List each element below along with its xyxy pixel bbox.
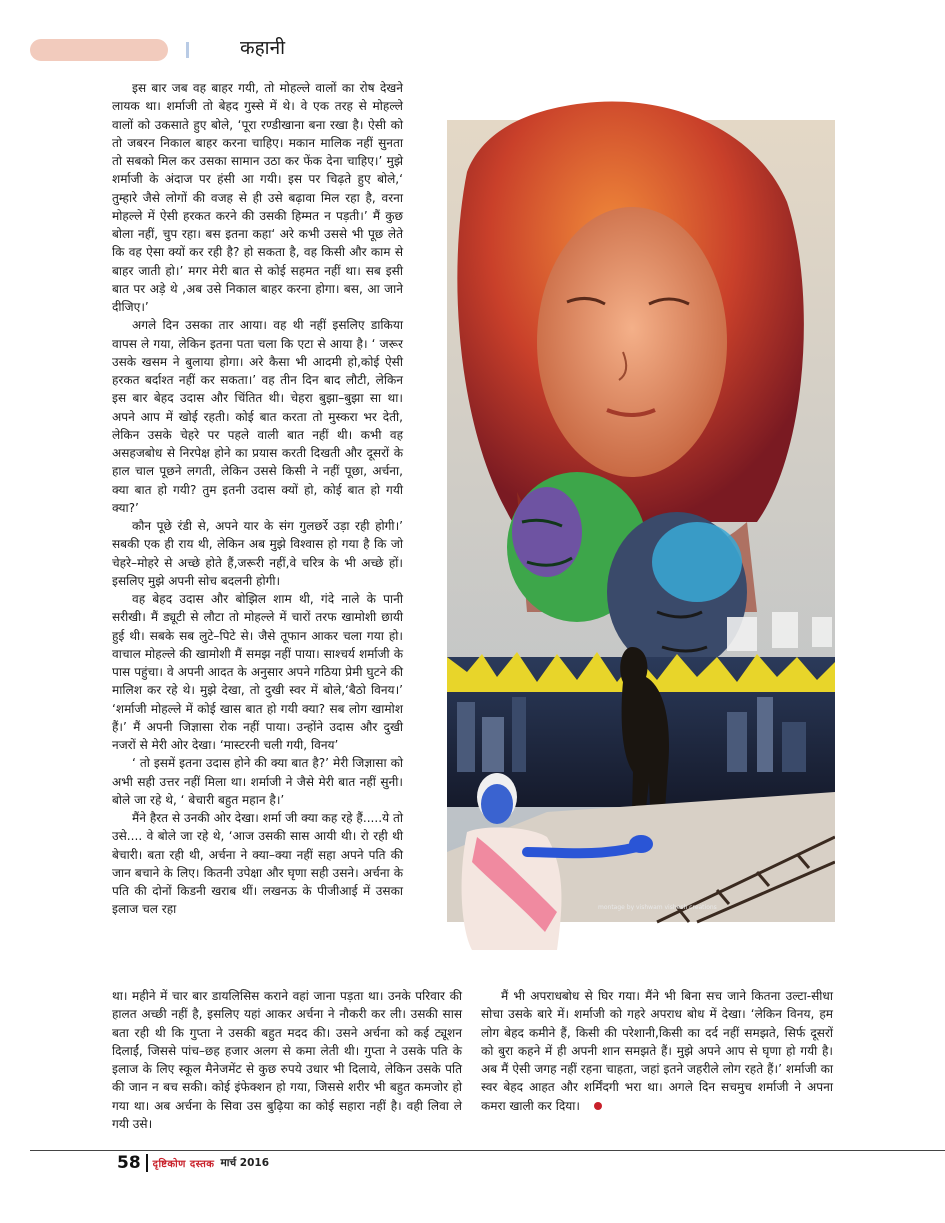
footer-rule — [30, 1150, 945, 1151]
paragraph: अगले दिन उसका तार आया। वह थी नहीं इसलिए डाकिया वापस ले गया, लेकिन इतना पता चला कि एटा से आया है। ‘ जरूर उसके खसम ने बुलाया होगा। अरे कैसा भी आदमी हो,कोई ऐसी हरकत बर्दाश्त नहीं कर सकता।’ वह तीन दिन बाद लौटी, लेकिन इस बार बेहद उदास और चिंतित थी। चेहरा बुझा–बुझा सा था। अपने आप में खोई रहती। कोई बात करता तो मुस्करा भर देती, लेकिन उसके चेहरे पर पहले वाली बात नहीं थी। कभी वह असहजबोध से निरपेक्ष होने का प्रयास करती दिखती और दूसरों के हाल चाल पूछने लगती, लेकिन उससे किसी ने नहीं पूछा, अर्चना, क्या बात हो गयी? तुम इतनी उदास क्यों हो, कोई बात हो गयी क्या?’ — [112, 318, 403, 515]
paragraph: इस बार जब वह बाहर गयी, तो मोहल्ले वालों का रोष देखने लायक था। शर्माजी तो बेहद गुस्से में थे। वे एक तरह से मोहल्ले वालों को उकसाते हुए बोले, ‘पूरा रण्डीखाना बना रखा है। ऐसी को तो जबरन निकाल बाहर करना चाहिए। मकान मालिक नहीं सुनता तो सबको मिल कर उसका सामान उठा कर फेंक देना चाहिए।’ मुझे शर्माजी के अंदाज पर हंसी आ गयी। इस पर चिढ़ते हुए बोले,‘ तुम्हारे जैसे लोगों की वजह से ही उसे बढ़ावा मिल रहा है, वरना मोहल्ले में ऐसी हरकत करने की उसकी हिम्मत न पड़ती।’ मैं कुछ बोला नहीं, चुप रहा। बस इतना कहा‘ अरे कभी उससे भी पूछ लेते कि वह ऐसा क्यों कर रही है? हो सकता है, वह किसी और काम से बाहर जाती हो।’ मगर मेरी बात से कोई सहमत नहीं था। सब इसी बात पर अड़े थे ,अब उसे निकाल बाहर करना होगा। बस, आ जाने दीजिए।’ — [112, 81, 403, 314]
article-bottom-left — [112, 987, 462, 1133]
paragraph: मैंने हैरत से उनकी ओर देखा। शर्मा जी क्या कह रहे हैं.....ये तो उसे.... वे बोले जा रहे थे, ‘आज उसकी सास आयी थी। रो रही थी बेचारी। बता रही थी, अर्चना ने क्या–क्या नहीं सहा अपने पति की जान बचाने के लिए। कितनी उपेक्षा और घृणा सही उसने। अर्चना के पति की दोनों किडनी खराब थीं। लखनऊ के पीजीआई में उसका इलाज चल रहा — [112, 811, 403, 917]
paragraph: कौन पूछे रंडी से, अपने यार के संग गुलछर्रे उड़ा रही होगी।’ सबकी एक ही राय थी, लेकिन अब मुझे विश्वास हो गया है कि जो चेहरे–मोहरे से अच्छे होते हैं,जरूरी नहीं,वे चरित्र के भी अच्छे हों। इसलिए मुझे अपनी सोच बदलनी होगी। — [112, 519, 403, 588]
story-illustration — [427, 92, 835, 950]
paragraph — [481, 987, 833, 1115]
article-bottom-right — [481, 987, 833, 1115]
header-decor-pill — [30, 39, 168, 61]
page-number: 58 — [117, 1153, 141, 1173]
section-title: कहानी — [240, 37, 286, 59]
paragraph-text: मैं भी अपराधबोध से घिर गया। मैंने भी बिना सच जाने कितना उल्टा-सीधा सोचा उसके बारे में। शर्माजी को गहरे अपराध बोध में देखा। ‘लेकिन विनय, हम लोग बेहद कमीने हैं, किसी की परेशानी,किसी का दर्द नहीं समझते, सिर्फ दूसरों को बुरा कहने में ही अपनी शान समझते हैं। मुझे अपने आप से घृणा हो गयी है। अब मैं ऐसी जगह नहीं रहना चाहता, जहां इतने जहरीले लोग रहते हैं।’ शर्माजी का स्वर बेहद आहत और शर्मिंदगी भरा था। अगले दिन सचमुच शर्माजी ने अपना कमरा खाली कर दिया। — [481, 989, 833, 1113]
article-column-1 — [112, 79, 403, 919]
magazine-logo: दृष्टिकोण दस्तक — [152, 1159, 215, 1170]
end-mark-dot — [594, 1102, 602, 1110]
paragraph: वह बेहद उदास और बोझिल शाम थी, गंदे नाले के पानी सरीखी। मैं ड्यूटी से लौटा तो मोहल्ले में चारों तरफ खामोशी छायी हुई थी। सबके सब लुटे–पिटे से। जैसे तूफान आकर चला गया हो। वाचाल मोहल्ले की खामोशी मैं समझ नहीं पाया। साश्चर्य शर्माजी के पास पहुंचा। वे अपनी आदत के अनुसार अपने गठिया प्रेमी घुटने की मालिश कर रहे थे। मुझे देखा, तो दुखी स्वर में बोले,‘बैठो विनय।’ ‘शर्माजी मोहल्ले में कोई खास बात हो गयी क्या? सब लोग खामोश हैं।’ मैं अपनी जिज्ञासा रोक नहीं पाया। उन्होंने उदास और दुखी नजरों से मेरी ओर देखा। ‘मास्टरनी चली गयी, विनय’ — [112, 592, 403, 752]
paragraph: था। महीने में चार बार डायलिसिस कराने वहां जाना पड़ता था। उनके परिवार की हालत अच्छी नहीं है, इसलिए यहां आकर अर्चना ने नौकरी कर ली। उसकी सास बता रही थी कि गुप्ता ने उसकी बहुत मदद की। उसने अर्चना को कई ट्यूशन दिलाईं, जिससे पांच–छह हजार अलग से कमा लेती थी। गुप्ता ने उसके पति के इलाज के लिए स्कूल मैनेजमेंट से कुछ रुपये उधार भी दिलाये, लेकिन उसके पति की जान न बच सकी। कोई इंफेक्शन हो गया, जिससे शरीर भी बहुत कमजोर हो गया था। अब अर्चना के सिवा उस बुढ़िया का कोई सहारा नहीं है। वही लिवा ले गयी उसे। — [112, 989, 462, 1131]
issue-date: मार्च 2016 — [220, 1157, 270, 1169]
header-divider — [186, 42, 189, 58]
page-footer — [117, 1152, 269, 1174]
footer-separator — [146, 1154, 148, 1172]
illustration-credit: montage by vishwam vishesh creations — [598, 904, 717, 911]
illustration-montage — [427, 92, 835, 950]
paragraph: ‘ तो इसमें इतना उदास होने की क्या बात है?’ मेरी जिज्ञासा को अभी सही उत्तर नहीं मिला था। शर्माजी ने जैसे मेरी बात नहीं सुनी। बोले जा रहे थे, ‘ बेचारी बहुत महान है।’ — [112, 756, 403, 807]
